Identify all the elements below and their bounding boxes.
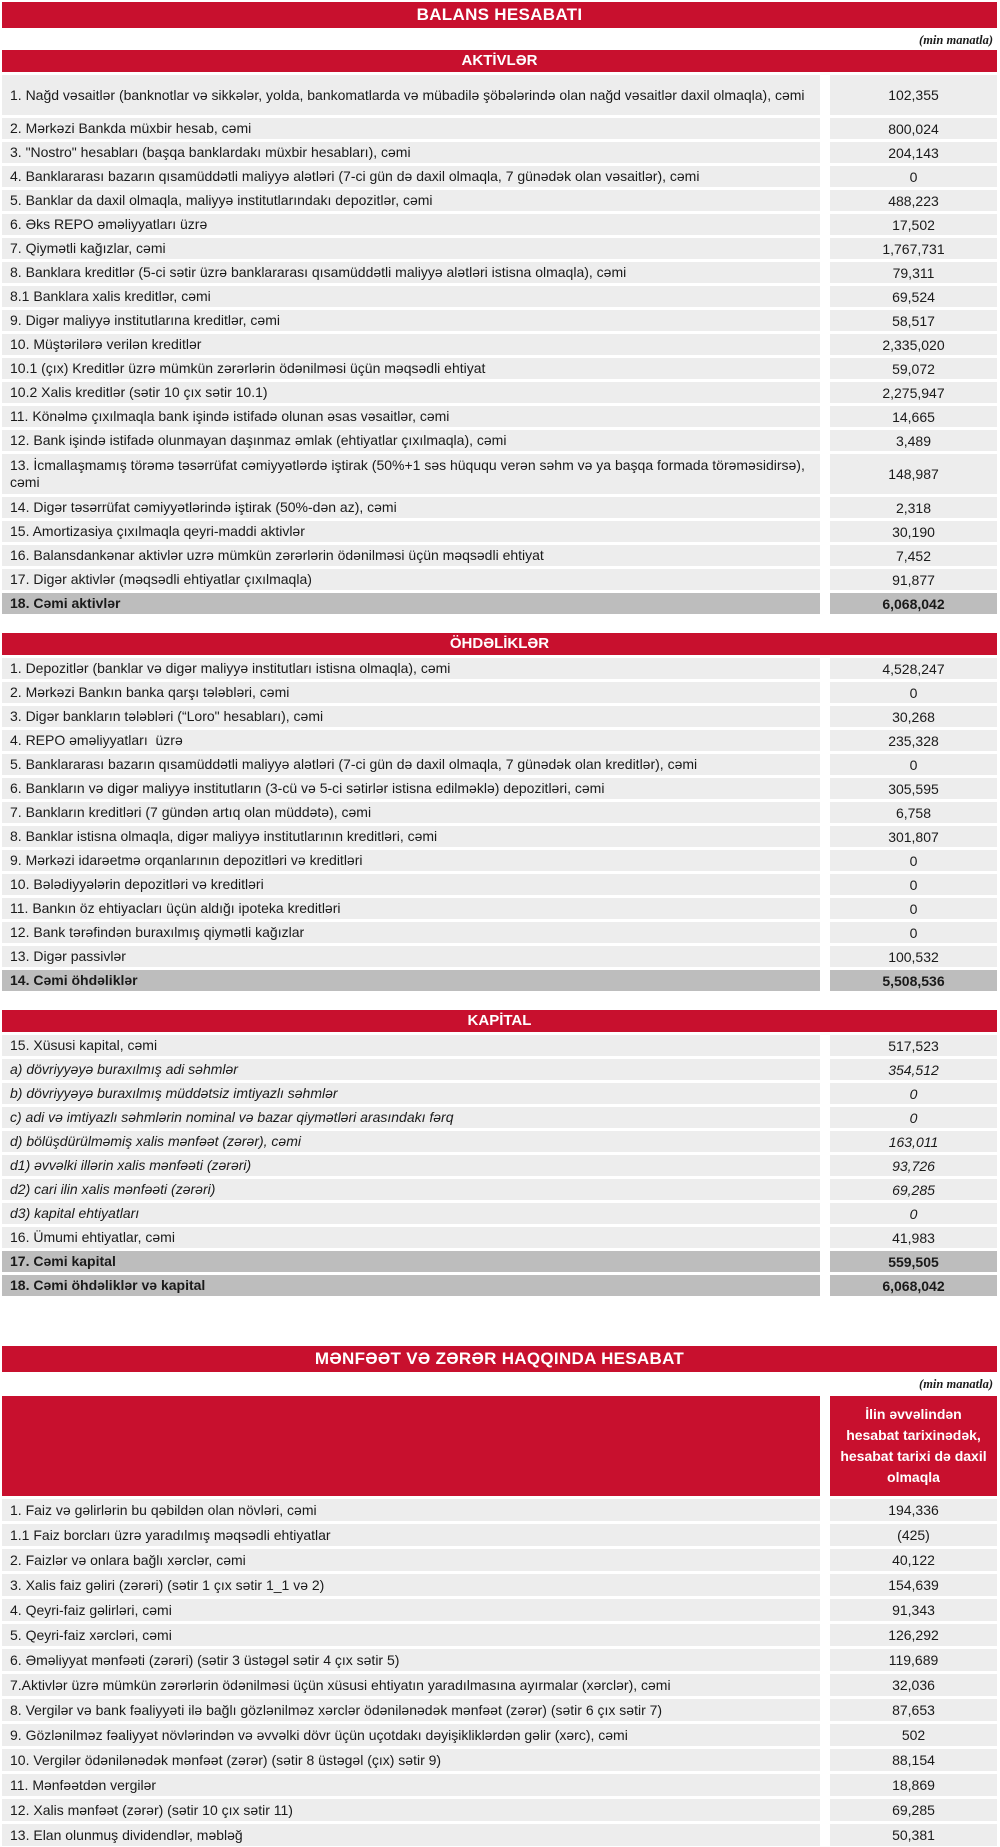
table-row <box>2 358 997 379</box>
row-value: 58,517 <box>830 310 997 331</box>
table-row <box>2 946 997 967</box>
table-row <box>2 970 997 991</box>
row-label: 3. "Nostro" hesabları (başqa banklardakı müxbir hesabları), cəmi <box>2 142 820 163</box>
row-value: 0 <box>830 922 997 943</box>
table-row <box>2 1774 997 1796</box>
table-row <box>2 1649 997 1671</box>
table-row <box>2 1179 997 1200</box>
table-row <box>2 569 997 590</box>
table-row <box>2 286 997 307</box>
table-row <box>2 310 997 331</box>
row-label: 14. Digər təsərrüfat cəmiyyətlərində iştirak (50%-dən az), cəmi <box>2 497 820 518</box>
row-label: 5. Banklar da daxil olmaqla, maliyyə institutlarındakı depozitlər, cəmi <box>2 190 820 211</box>
row-label: 13. İcmallaşmamış törəmə təsərrüfat cəmiyyətlərdə iştirak (50%+1 səs hüququ verən səhm və ya başqa formada törəməsidirsə), cəmi <box>2 454 820 494</box>
row-label: 10.2 Xalis kreditlər (sətir 10 çıx sətir 10.1) <box>2 382 820 403</box>
row-value: 2,318 <box>830 497 997 518</box>
table-row <box>2 190 997 211</box>
table-row <box>2 166 997 187</box>
row-label: 5. Banklararası bazarın qısamüddətli maliyyə alətləri (7-ci gün də daxil olmaqla, 7 günədək olan kreditlər), cəmi <box>2 754 820 775</box>
row-value: 18,869 <box>830 1774 997 1796</box>
row-label: 10. Vergilər ödənilənədək mənfəət (zərər) (sətir 8 üstəgəl (çıx) sətir 9) <box>2 1749 820 1771</box>
section-header-liabilities: ÖHDƏLİKLƏR <box>2 633 997 655</box>
row-label: 9. Gözlənilməz fəaliyyət növlərindən və əvvəlki dövr üçün uçotdakı dəyişikliklərdən gəlir (xərc), cəmi <box>2 1724 820 1746</box>
row-value: 30,190 <box>830 521 997 542</box>
table-row <box>2 850 997 871</box>
row-label: 15. Xüsusi kapital, cəmi <box>2 1035 820 1056</box>
row-value: (425) <box>830 1524 997 1546</box>
capital-rows <box>2 1035 997 1296</box>
table-row <box>2 658 997 679</box>
table-row <box>2 1083 997 1104</box>
section-liabilities <box>2 633 997 991</box>
table-row <box>2 1203 997 1224</box>
row-value: 6,068,042 <box>830 593 997 614</box>
row-value: 148,987 <box>830 454 997 494</box>
row-value: 119,689 <box>830 1649 997 1671</box>
row-value: 59,072 <box>830 358 997 379</box>
row-label: 11. Könəlmə çıxılmaqla bank işində istifadə olunan əsas vəsaitlər, cəmi <box>2 406 820 427</box>
table-row <box>2 1824 997 1846</box>
row-value: 0 <box>830 166 997 187</box>
row-label: 12. Bank işində istifadə olunmayan daşınmaz əmlak (ehtiyatlar çıxılmaqla), cəmi <box>2 430 820 451</box>
row-label: 6. Əks REPO əməliyyatları üzrə <box>2 214 820 235</box>
row-value: 0 <box>830 1107 997 1128</box>
table-row <box>2 1251 997 1272</box>
row-label: 5. Qeyri-faiz xərcləri, cəmi <box>2 1624 820 1646</box>
table-row <box>2 1131 997 1152</box>
row-label: 1. Nağd vəsaitlər (banknotlar və sikkələr, yolda, bankomatlarda və mübadilə şöbələrində olan nağd vəsaitlər daxil olmaqla), cəmi <box>2 75 820 115</box>
table-row <box>2 1724 997 1746</box>
row-label: 8. Banklar istisna olmaqla, digər maliyyə institutlarının kreditləri, cəmi <box>2 826 820 847</box>
row-label: 6. Bankların və digər maliyyə institutların (3-cü və 5-ci sətirlər istisna edilməklə) depozitləri, cəmi <box>2 778 820 799</box>
report-title: BALANS HESABATI <box>2 2 997 28</box>
row-value: 0 <box>830 754 997 775</box>
row-value: 6,068,042 <box>830 1275 997 1296</box>
table-row <box>2 497 997 518</box>
table-row <box>2 1107 997 1128</box>
row-value: 6,758 <box>830 802 997 823</box>
table-row <box>2 334 997 355</box>
table-row <box>2 521 997 542</box>
row-label: 1. Depozitlər (banklar və digər maliyyə institutları istisna olmaqla), cəmi <box>2 658 820 679</box>
row-value: 559,505 <box>830 1251 997 1272</box>
row-value: 502 <box>830 1724 997 1746</box>
table-row <box>2 406 997 427</box>
row-value: 0 <box>830 874 997 895</box>
row-value: 69,285 <box>830 1799 997 1821</box>
table-row <box>2 874 997 895</box>
row-label: 1. Faiz və gəlirlərin bu qəbildən olan növləri, cəmi <box>2 1499 820 1521</box>
table-row <box>2 898 997 919</box>
row-value: 93,726 <box>830 1155 997 1176</box>
row-label: 8.1 Banklara xalis kreditlər, cəmi <box>2 286 820 307</box>
row-label: 4. Banklararası bazarın qısamüddətli maliyyə alətləri (7-ci gün də daxil olmaqla, 7 günədək olan vəsaitlər), cəmi <box>2 166 820 187</box>
row-label: 11. Mənfəətdən vergilər <box>2 1774 820 1796</box>
row-value: 3,489 <box>830 430 997 451</box>
table-row <box>2 802 997 823</box>
row-label: 8. Banklara kreditlər (5-ci sətir üzrə banklararası qısamüddətli maliyyə alətləri istisna olmaqla), cəmi <box>2 262 820 283</box>
table-row <box>2 1749 997 1771</box>
row-value: 17,502 <box>830 214 997 235</box>
table-row <box>2 1227 997 1248</box>
table-row <box>2 1499 997 1521</box>
row-value: 194,336 <box>830 1499 997 1521</box>
row-label: 13. Digər passivlər <box>2 946 820 967</box>
row-value: 30,268 <box>830 706 997 727</box>
table-row <box>2 1674 997 1696</box>
row-value: 5,508,536 <box>830 970 997 991</box>
row-label: 17. Cəmi kapital <box>2 1251 820 1272</box>
table-row <box>2 1275 997 1296</box>
table-row <box>2 706 997 727</box>
pl-header-period-cell: İlin əvvəlindən hesabat tarixinədək, hesabat tarixi də daxil olmaqla <box>830 1396 997 1496</box>
table-row <box>2 1799 997 1821</box>
table-row <box>2 238 997 259</box>
row-label: 18. Cəmi aktivlər <box>2 593 820 614</box>
table-row <box>2 430 997 451</box>
section-header-assets: AKTİVLƏR <box>2 50 997 72</box>
row-label: 2. Faizlər və onlara bağlı xərclər, cəmi <box>2 1549 820 1571</box>
section-profit-loss <box>2 1396 997 1846</box>
row-value: 0 <box>830 1203 997 1224</box>
table-row <box>2 545 997 566</box>
row-label: 13. Elan olunmuş dividendlər, məbləğ <box>2 1824 820 1846</box>
liabilities-rows <box>2 658 997 991</box>
row-value: 800,024 <box>830 118 997 139</box>
row-label: 4. REPO əməliyyatları üzrə <box>2 730 820 751</box>
row-label: 7. Bankların kreditləri (7 gündən artıq olan müddətə), cəmi <box>2 802 820 823</box>
unit-note: (min manatla) <box>919 33 993 47</box>
row-value: 488,223 <box>830 190 997 211</box>
row-label: c) adi və imtiyazlı səhmlərin nominal və bazar qiymətləri arasındakı fərq <box>2 1107 820 1128</box>
table-row <box>2 778 997 799</box>
table-row <box>2 730 997 751</box>
row-label: a) dövriyyəyə buraxılmış adi səhmlər <box>2 1059 820 1080</box>
row-label: 10.1 (çıx) Kreditlər üzrə mümkün zərərlərin ödənilməsi üçün məqsədli ehtiyat <box>2 358 820 379</box>
table-row <box>2 214 997 235</box>
section-assets <box>2 50 997 614</box>
row-label: 2. Mərkəzi Bankın banka qarşı tələbləri, cəmi <box>2 682 820 703</box>
row-label: d1) əvvəlki illərin xalis mənfəəti (zərəri) <box>2 1155 820 1176</box>
row-label: 16. Balansdankənar aktivlər uzrə mümkün zərərlərin ödənilməsi üçün məqsədli ehtiyat <box>2 545 820 566</box>
table-row <box>2 682 997 703</box>
row-value: 204,143 <box>830 142 997 163</box>
row-value: 102,355 <box>830 75 997 115</box>
table-row <box>2 1549 997 1571</box>
table-row <box>2 262 997 283</box>
row-label: 16. Ümumi ehtiyatlar, cəmi <box>2 1227 820 1248</box>
table-row <box>2 1524 997 1546</box>
row-label: b) dövriyyəyə buraxılmış müddətsiz imtiyazlı səhmlər <box>2 1083 820 1104</box>
row-value: 4,528,247 <box>830 658 997 679</box>
row-label: 1.1 Faiz borcları üzrə yaradılmış məqsədli ehtiyatlar <box>2 1524 820 1546</box>
row-value: 354,512 <box>830 1059 997 1080</box>
row-label: 9. Mərkəzi idarəetmə orqanlarının depozitləri və kreditləri <box>2 850 820 871</box>
table-row <box>2 1699 997 1721</box>
row-value: 32,036 <box>830 1674 997 1696</box>
row-value: 79,311 <box>830 262 997 283</box>
row-value: 41,983 <box>830 1227 997 1248</box>
row-label: 10. Müştərilərə verilən kreditlər <box>2 334 820 355</box>
row-label: 2. Mərkəzi Bankda müxbir hesab, cəmi <box>2 118 820 139</box>
row-value: 305,595 <box>830 778 997 799</box>
table-row <box>2 922 997 943</box>
row-label: 6. Əməliyyat mənfəəti (zərəri) (sətir 3 üstəgəl sətir 4 çıx sətir 5) <box>2 1649 820 1671</box>
row-value: 40,122 <box>830 1549 997 1571</box>
row-value: 88,154 <box>830 1749 997 1771</box>
section-capital <box>2 1010 997 1296</box>
pl-table-header-row <box>2 1396 997 1496</box>
row-value: 7,452 <box>830 545 997 566</box>
table-row <box>2 1059 997 1080</box>
pl-report-title: MƏNFƏƏT VƏ ZƏRƏR HAQQINDA HESABAT <box>2 1346 997 1372</box>
table-row <box>2 1624 997 1646</box>
row-value: 1,767,731 <box>830 238 997 259</box>
row-value: 100,532 <box>830 946 997 967</box>
row-value: 517,523 <box>830 1035 997 1056</box>
row-value: 69,524 <box>830 286 997 307</box>
row-value: 301,807 <box>830 826 997 847</box>
row-value: 14,665 <box>830 406 997 427</box>
row-label: 8. Vergilər və bank fəaliyyəti ilə bağlı gözlənilməz xərclər ödənilənədək mənfəət (zərər) (sətir 6 çıx sətir 7) <box>2 1699 820 1721</box>
row-value: 154,639 <box>830 1574 997 1596</box>
row-value: 0 <box>830 898 997 919</box>
row-label: 15. Amortizasiya çıxılmaqla qeyri-maddi aktivlər <box>2 521 820 542</box>
profit-loss-rows <box>2 1499 997 1846</box>
table-row <box>2 593 997 614</box>
row-value: 0 <box>830 850 997 871</box>
row-label: 10. Bələdiyyələrin depozitləri və kreditləri <box>2 874 820 895</box>
row-value: 91,877 <box>830 569 997 590</box>
row-label: 3. Xalis faiz gəliri (zərəri) (sətir 1 çıx sətir 1_1 və 2) <box>2 1574 820 1596</box>
table-row <box>2 826 997 847</box>
table-row <box>2 454 997 494</box>
row-value: 50,381 <box>830 1824 997 1846</box>
row-label: 14. Cəmi öhdəliklər <box>2 970 820 991</box>
row-value: 0 <box>830 1083 997 1104</box>
row-label: d3) kapital ehtiyatları <box>2 1203 820 1224</box>
row-value: 69,285 <box>830 1179 997 1200</box>
row-label: 9. Digər maliyyə institutlarına kreditlər, cəmi <box>2 310 820 331</box>
table-row <box>2 382 997 403</box>
table-row <box>2 142 997 163</box>
row-value: 126,292 <box>830 1624 997 1646</box>
row-value: 2,335,020 <box>830 334 997 355</box>
row-value: 2,275,947 <box>830 382 997 403</box>
table-row <box>2 1574 997 1596</box>
row-label: d) bölüşdürülməmiş xalis mənfəət (zərər), cəmi <box>2 1131 820 1152</box>
section-header-capital: KAPİTAL <box>2 1010 997 1032</box>
table-row <box>2 75 997 115</box>
table-row <box>2 754 997 775</box>
assets-rows <box>2 75 997 614</box>
row-label: 7.Aktivlər üzrə mümkün zərərlərin ödənilməsi üçün xüsusi ehtiyatın yaradılmasına ayırmalar (xərclər), cəmi <box>2 1674 820 1696</box>
row-value: 87,653 <box>830 1699 997 1721</box>
row-label: 17. Digər aktivlər (məqsədli ehtiyatlar çıxılmaqla) <box>2 569 820 590</box>
row-label: 12. Xalis mənfəət (zərər) (sətir 10 çıx sətir 11) <box>2 1799 820 1821</box>
row-label: 7. Qiymətli kağızlar, cəmi <box>2 238 820 259</box>
row-value: 235,328 <box>830 730 997 751</box>
row-label: 4. Qeyri-faiz gəlirləri, cəmi <box>2 1599 820 1621</box>
row-label: 3. Digər bankların tələbləri (“Loro" hesabları), cəmi <box>2 706 820 727</box>
table-row <box>2 118 997 139</box>
row-value: 163,011 <box>830 1131 997 1152</box>
row-value: 91,343 <box>830 1599 997 1621</box>
row-label: 11. Bankın öz ehtiyacları üçün aldığı ipoteka kreditləri <box>2 898 820 919</box>
table-row <box>2 1035 997 1056</box>
table-row <box>2 1155 997 1176</box>
row-value: 0 <box>830 682 997 703</box>
row-label: 12. Bank tərəfindən buraxılmış qiymətli kağızlar <box>2 922 820 943</box>
row-label: 18. Cəmi öhdəliklər və kapital <box>2 1275 820 1296</box>
pl-unit-note: (min manatla) <box>919 1377 993 1391</box>
pl-header-empty-cell <box>2 1396 820 1496</box>
table-row <box>2 1599 997 1621</box>
row-label: d2) cari ilin xalis mənfəəti (zərəri) <box>2 1179 820 1200</box>
